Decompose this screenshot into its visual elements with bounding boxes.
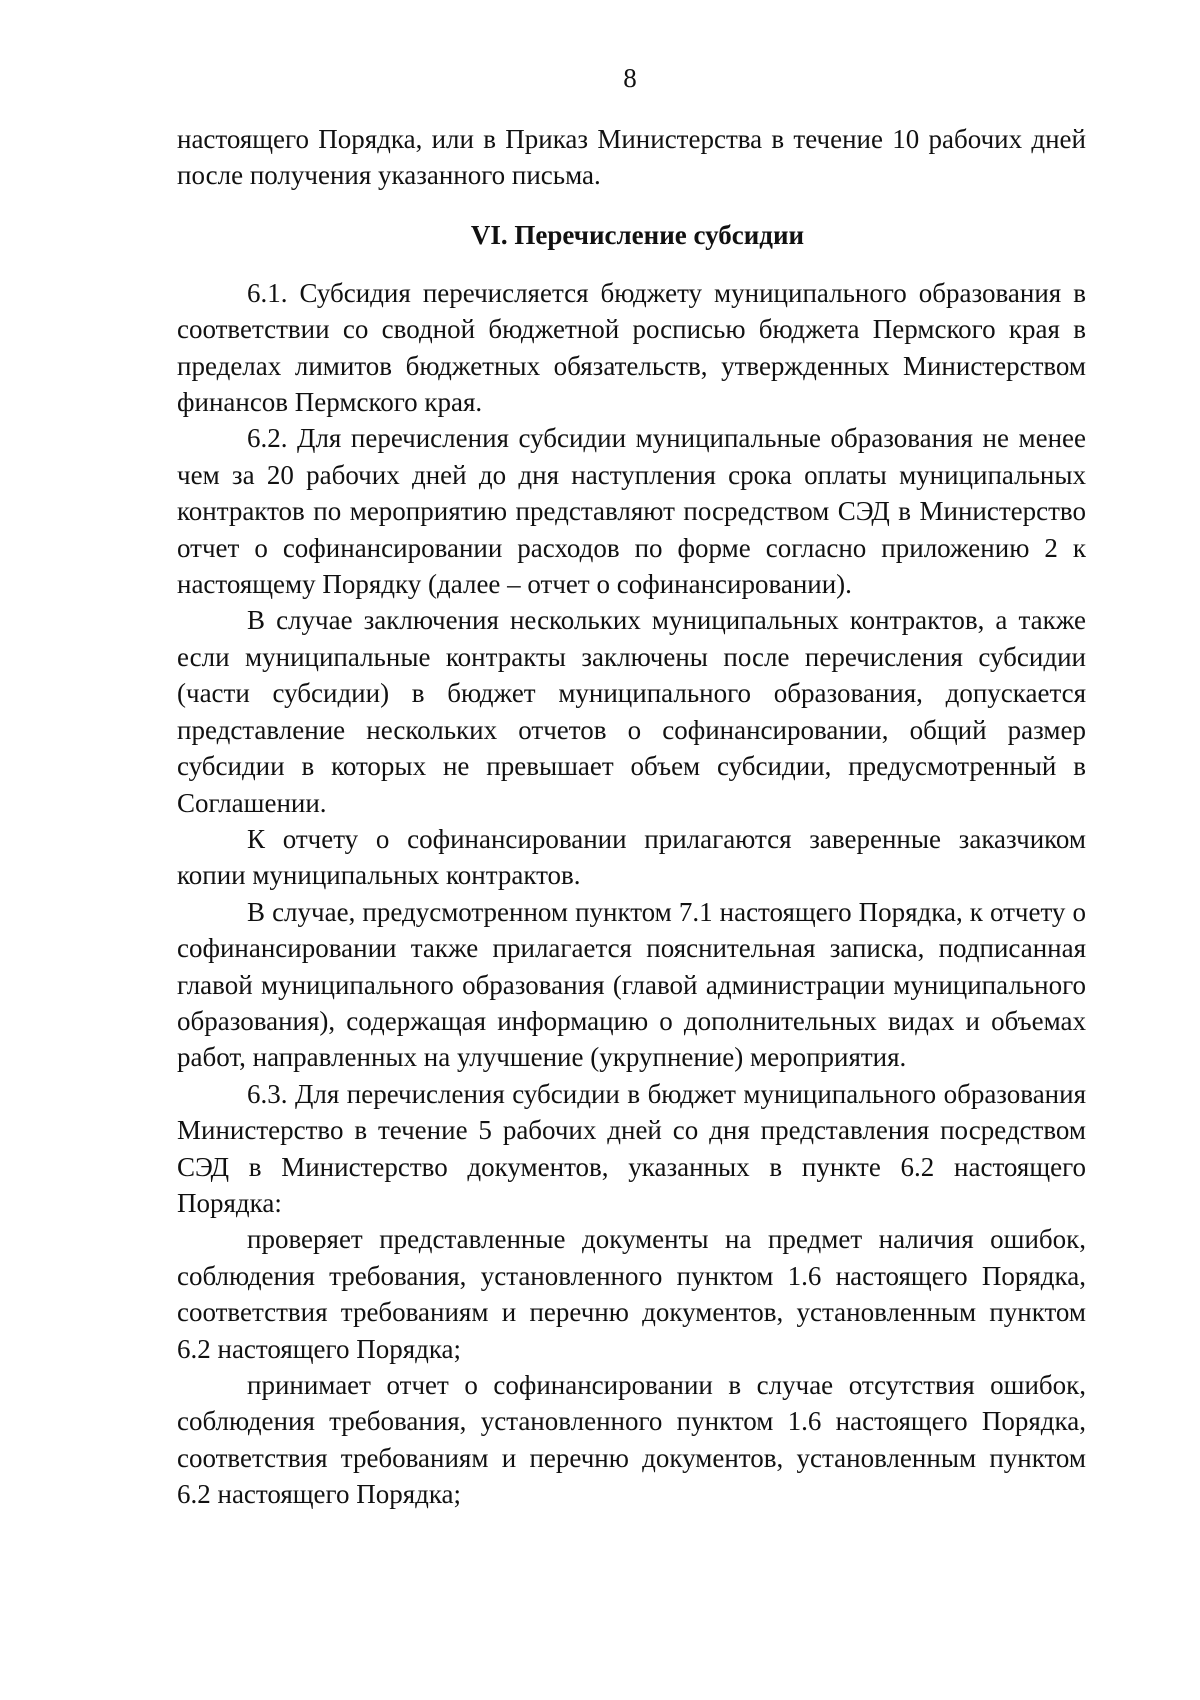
paragraph-explanatory-note: В случае, предусмотренном пунктом 7.1 настоящего Порядка, к отчету о софинансировании также прилагается пояснительная записка, подписанная главой муниципального образования (главой администрации муниципального образования), содержащая информацию о дополнительных видах и объемах работ, направленных на улучшение (укрупнение) мероприятия. [177,896,1086,1073]
continuation-paragraph: настоящего Порядка, или в Приказ Министерства в течение 10 рабочих дней после получения указанного письма. [177,124,1086,191]
paragraph-6-2: 6.2. Для перечисления субсидии муниципальные образования не менее чем за 20 рабочих дней до дня наступления срока оплаты муниципальных контрактов по мероприятию представляют посредством СЭД в Министерство отчет о софинансировании расходов по форме согласно приложению 2 к настоящему Порядку (далее – отчет о софинансировании). [177,423,1086,600]
spacer [177,194,1086,217]
paragraph-6-1: 6.1. Субсидия перечисляется бюджету муниципального образования в соответствии со сводной бюджетной росписью бюджета Пермского края в пределах лимитов бюджетных обязательств, утвержденных Министерством финансов Пермского края. [177,277,1086,418]
spacer [177,253,1086,275]
paragraph-multiple-contracts: В случае заключения нескольких муниципальных контрактов, а также если муниципальные контракты заключены после перечисления субсидии (части субсидии) в бюджет муниципального образования, допускается представление нескольких отчетов о софинансировании, общий размер субсидии в которых не превышает объем субсидии, предусмотренный в Соглашении. [177,605,1086,818]
document-body [177,121,1086,1513]
paragraph-contract-copies: К отчету о софинансировании прилагаются заверенные заказчиком копии муниципальных контрактов. [177,823,1086,891]
list-item-accepts-report: принимает отчет о софинансировании в случае отсутствия ошибок, соблюдения требования, установленного пунктом 1.6 настоящего Порядка, соответствия требованиям и перечню документов, установленным пунктом 6.2 настоящего Порядка; [177,1370,1086,1510]
list-item-checks-documents: проверяет представленные документы на предмет наличия ошибок, соблюдения требования, установленного пунктом 1.6 настоящего Порядка, соответствия требованиям и перечню документов, установленным пунктом 6.2 настоящего Порядка; [177,1224,1086,1364]
page-number: 8 [623,63,637,93]
section-heading: VI. Перечисление субсидии [470,219,805,250]
paragraph-6-3: 6.3. Для перечисления субсидии в бюджет муниципального образования Министерство в течение 5 рабочих дней со дня представления посредством СЭД в Министерство документов, указанных в пункте 6.2 настоящего Порядка: [177,1078,1086,1218]
